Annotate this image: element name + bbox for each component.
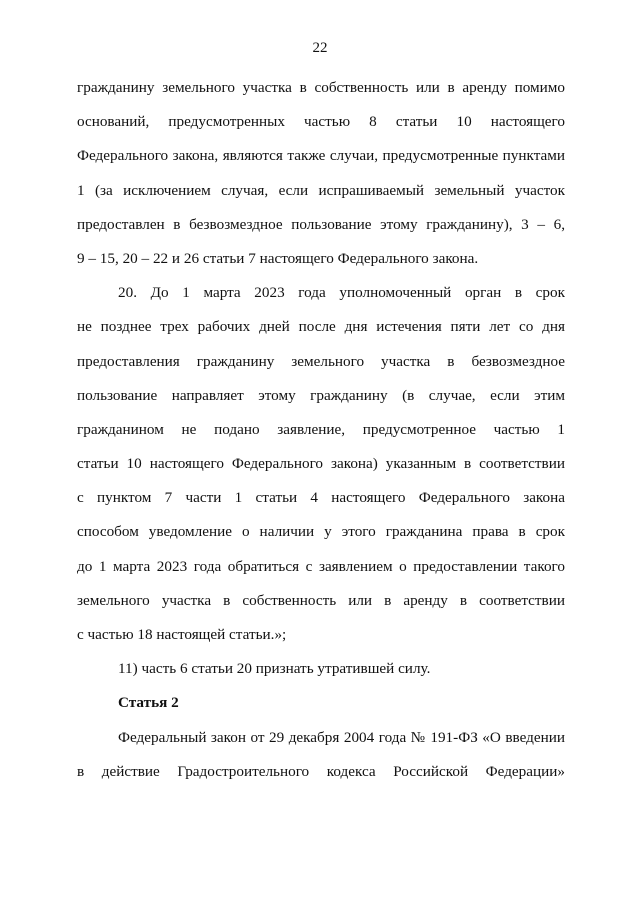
text-line: предоставлен в безвозмездное пользование этому гражданину), 3 – 6, xyxy=(77,215,565,233)
text-line: с пунктом 7 части 1 статьи 4 настоящего Федерального закона xyxy=(77,489,565,507)
text-line: не позднее трех рабочих дней после дня истечения пяти лет со дня xyxy=(77,318,565,336)
document-body xyxy=(77,76,565,794)
page-number: 22 xyxy=(312,40,328,56)
text-line: 1 (за исключением случая, если испрашиваемый земельный участок xyxy=(77,181,565,199)
text-line: до 1 марта 2023 года обратиться с заявлением о предоставлении такого xyxy=(77,557,565,575)
paragraph-start-line: Федеральный закон от 29 декабря 2004 года № 191-ФЗ «О введении xyxy=(118,728,565,746)
text-line: в действие Градостроительного кодекса Российской Федерации» xyxy=(77,762,565,780)
text-line: способом уведомление о наличии у этого гражданина права в срок xyxy=(77,523,565,541)
text-line: Федерального закона, являются также случаи, предусмотренные пунктами xyxy=(77,147,565,165)
list-item-line: 11) часть 6 статьи 20 признать утратившей силу. xyxy=(118,660,431,678)
text-line: с частью 18 настоящей статьи.»; xyxy=(77,626,287,643)
text-line: гражданину земельного участка в собственность или в аренду помимо xyxy=(77,79,565,96)
text-line: земельного участка в собственность или в аренду в соответствии xyxy=(77,591,565,609)
text-line: гражданином не подано заявление, предусмотренное частью 1 xyxy=(77,420,565,438)
text-line: предоставления гражданину земельного участка в безвозмездное xyxy=(77,352,565,370)
text-line: пользование направляет этому гражданину (в случае, если этим xyxy=(77,386,565,404)
text-line: 9 – 15, 20 – 22 и 26 статьи 7 настоящего Федерального закона. xyxy=(77,249,479,267)
text-line: оснований, предусмотренных частью 8 статьи 10 настоящего xyxy=(77,113,565,131)
paragraph-start-line: 20. До 1 марта 2023 года уполномоченный орган в срок xyxy=(118,284,565,302)
text-line: статьи 10 настоящего Федерального закона) указанным в соответствии xyxy=(77,455,565,473)
article-heading: Статья 2 xyxy=(118,694,179,712)
